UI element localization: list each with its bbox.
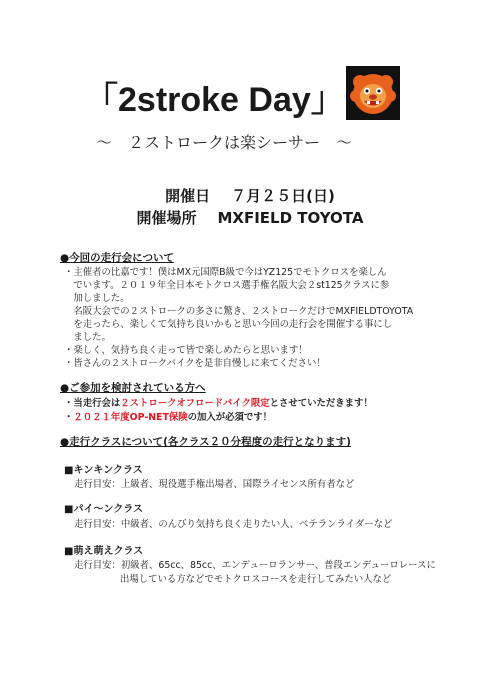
- shisa-lion-icon: [346, 66, 400, 120]
- about-line-5: を走ったら、楽しくて気持ち良いかもと思い今回の走行会を開催する事にし: [64, 319, 393, 330]
- about-line-6: ました。: [64, 332, 111, 343]
- page-title: 「2stroke Day」: [84, 81, 345, 119]
- participants-line-1: ・当走行会は２ストロークオフロードバイク限定とさせていただきます！: [64, 398, 373, 409]
- about-line-2: でいます。２０１９年全日本モトクロス選手権名阪大会２st125クラスに参: [64, 280, 390, 291]
- bike-restriction: ２ストロークオフロードバイク限定: [120, 398, 270, 409]
- classes-heading: ●走行クラスについて(各クラス２０分程度の走行となります): [60, 436, 351, 448]
- class-pain-desc: 走行目安：中級者、のんびり気持ち良く走りたい人、ベテランライダーなど: [74, 519, 393, 530]
- class-moemoe-desc-2: 出場している方などでモトクロスコースを走行してみたい人など: [120, 574, 392, 585]
- event-date: [0, 186, 500, 206]
- insurance-requirement: ２０２１年度OP-NET保険: [73, 412, 188, 423]
- class-moemoe-desc: 走行目安：初級者、65cc、85cc、エンデューロランサー、普段エンデューロレースに: [74, 560, 436, 571]
- event-venue-value: MXFIELD TOYOTA: [217, 209, 364, 227]
- about-line-7: ・楽しく、気持ち良く走って皆で楽しめたらと思います！: [64, 345, 308, 356]
- event-date-value: ７月２５日(日): [231, 187, 335, 205]
- class-pain-name: ■パイ～ンクラス: [64, 504, 143, 515]
- class-kinkin-name: ■キンキンクラス: [64, 465, 143, 476]
- event-date-label: 開催日: [165, 187, 211, 205]
- participants-line-2: ・２０２１年度OP-NET保険の加入が必須です！: [64, 412, 272, 423]
- page-subtitle: ～ ２ストロークは楽シーサー ～: [96, 133, 353, 152]
- about-line-3: 加しました。: [64, 293, 130, 304]
- about-line-1: ・主催者の比嘉です！僕はMX元国際B級で今はYZ125でモトクロスを楽しん: [64, 267, 387, 278]
- about-line-8: ・皆さんの２ストロークバイクを是非自慢しに来てください！: [64, 358, 326, 369]
- participants-heading: ●ご参加を検討されている方へ: [60, 382, 206, 394]
- class-kinkin-desc: 走行目安：上級者、現役選手権出場者、国際ライセンス所有者など: [74, 479, 355, 490]
- event-venue: [0, 208, 500, 228]
- class-moemoe-name: ■萌え萌えクラス: [64, 546, 144, 557]
- event-venue-label: 開催場所: [136, 209, 197, 227]
- about-line-4: 名阪大会での２ストロークの多さに驚き、２ストロークだけでMXFIELDTOYOTA: [64, 306, 414, 317]
- about-heading: ●今回の走行会について: [60, 252, 174, 264]
